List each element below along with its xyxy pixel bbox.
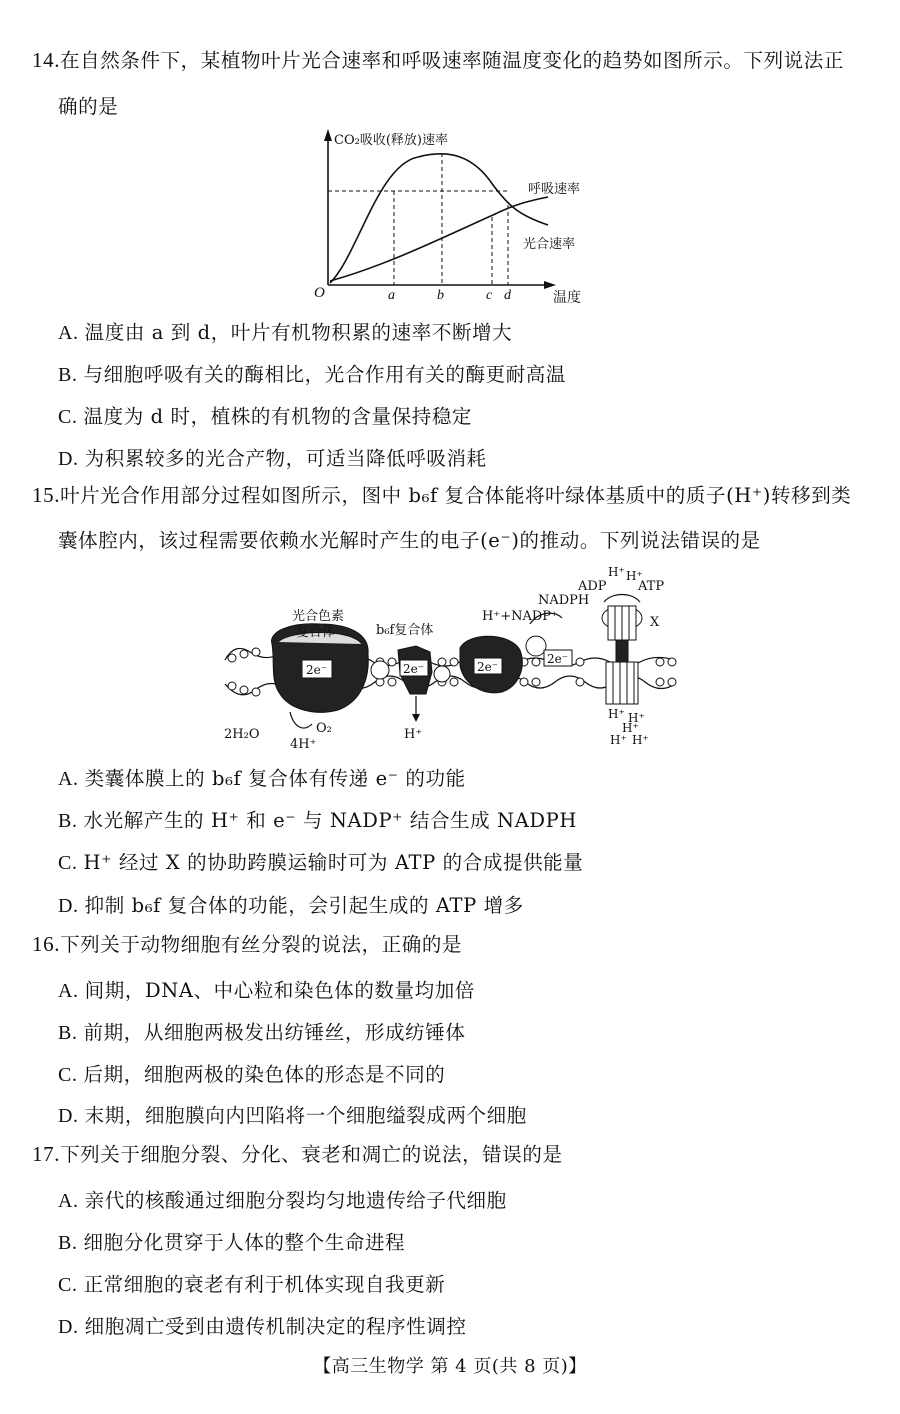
arrow-atp (604, 595, 640, 603)
q15-diagram (220, 562, 680, 752)
label-h-b3: H⁺ (622, 721, 639, 735)
q17-option-a: A. 亲代的核酸通过细胞分裂均匀地遗传给子代细胞 (58, 1189, 507, 1212)
q14-option-a: A. 温度由 a 到 d，叶片有机物积累的速率不断增大 (58, 321, 513, 344)
q15-option-b: B. 水光解产生的 H⁺ 和 e⁻ 与 NADP⁺ 结合生成 NADPH (58, 809, 577, 832)
arrow-hplus-head (412, 714, 420, 722)
atp-synthase-x (602, 606, 642, 704)
e-label-2: 2e⁻ (403, 662, 425, 676)
label-h2o: 2H₂O (224, 727, 260, 742)
q14-number: 14. (32, 48, 61, 72)
e-label-3: 2e⁻ (477, 660, 499, 674)
q16-option-a: A. 间期，DNA、中心粒和染色体的数量均加倍 (58, 979, 475, 1002)
q15-line1: 叶片光合作用部分过程如图所示，图中 b₆f 复合体能将叶绿体基质中的质子(H⁺)转移到类 (60, 484, 852, 507)
label-o2: O₂ (316, 721, 332, 736)
q15-option-d: D. 抑制 b₆f 复合体的功能，会引起生成的 ATP 增多 (58, 894, 524, 917)
q17-number: 17. (32, 1142, 61, 1166)
y-axis-arrow (324, 129, 332, 141)
q16-option-d: D. 末期，细胞膜向内凹陷将一个细胞缢裂成两个细胞 (58, 1104, 527, 1127)
arrow-water (290, 712, 312, 728)
label-4h: 4H⁺ (290, 737, 317, 752)
q16-stem (32, 932, 880, 957)
tick-c: c (486, 288, 493, 303)
label-h-b1: H⁺ (608, 707, 625, 721)
q15-stem (32, 483, 880, 508)
q15-number: 15. (32, 483, 61, 507)
label-h-top: H⁺ (608, 565, 625, 579)
origin-label: O (314, 285, 325, 301)
q17-option-c: C. 正常细胞的衰老有利于机体实现自我更新 (58, 1273, 446, 1296)
q14-option-d: D. 为积累较多的光合产物，可适当降低呼吸消耗 (58, 447, 487, 470)
q17-option-d: D. 细胞凋亡受到由遗传机制决定的程序性调控 (58, 1315, 467, 1338)
q14-option-c: C. 温度为 d 时，植株的有机物的含量保持稳定 (58, 405, 473, 428)
x-axis-label: 温度 (553, 290, 581, 305)
e-label-1: 2e⁻ (306, 663, 328, 677)
tick-d: d (504, 288, 511, 303)
label-h-lumen: H⁺ (404, 727, 423, 742)
label-photosystem-b: 复合体 (296, 625, 336, 640)
q14-stem (32, 48, 880, 73)
q17-option-b: B. 细胞分化贯穿于人体的整个生命进程 (58, 1231, 406, 1254)
q14-line1: 在自然条件下，某植物叶片光合速率和呼吸速率随温度变化的趋势如图所示。下列说法正 (60, 49, 844, 72)
q16-option-c: C. 后期，细胞两极的染色体的形态是不同的 (58, 1063, 446, 1086)
q14-line2: 确的是 (58, 95, 119, 118)
label-h-b5: H⁺ (632, 733, 649, 747)
q16-line1: 下列关于动物细胞有丝分裂的说法，正确的是 (60, 933, 463, 956)
label-nadp: H⁺+NADP⁺ (482, 609, 558, 624)
label-h-b2: H⁺ (628, 711, 645, 725)
label-x: X (650, 615, 660, 630)
q14-chart (308, 125, 608, 305)
label-b6f: b₆f复合体 (376, 623, 434, 638)
q15-option-c: C. H⁺ 经过 X 的协助跨膜运输时可为 ATP 的合成提供能量 (58, 851, 584, 874)
q15-option-a: A. 类囊体膜上的 b₆f 复合体有传递 e⁻ 的功能 (58, 767, 466, 790)
page-footer: 【高三生物学 第 4 页(共 8 页)】 (313, 1356, 587, 1377)
carrier-2 (434, 666, 450, 682)
q14-option-b: B. 与细胞呼吸有关的酶相比，光合作用有关的酶更耐高温 (58, 363, 566, 386)
label-adp: ADP (578, 579, 607, 594)
q15-line2: 囊体腔内，该过程需要依赖水光解时产生的电子(e⁻)的推动。下列说法错误的是 (58, 529, 761, 552)
q16-number: 16. (32, 932, 61, 956)
label-h-b4: H⁺ (610, 733, 627, 747)
tick-b: b (437, 288, 444, 303)
label-photosystem: 光合色素 (292, 609, 345, 624)
label-h-top2: H⁺ (626, 569, 643, 583)
carrier-1 (371, 661, 389, 679)
q17-stem (32, 1142, 880, 1167)
curve-label-photosynthesis: 光合速率 (523, 237, 576, 252)
photosynthesis-curve (330, 154, 548, 283)
carrier-3 (526, 636, 546, 656)
e-label-4: 2e⁻ (547, 652, 569, 666)
label-atp: ATP (638, 579, 665, 594)
q16-option-b: B. 前期，从细胞两极发出纺锤丝，形成纺锤体 (58, 1021, 466, 1044)
q17-line1: 下列关于细胞分裂、分化、衰老和凋亡的说法，错误的是 (60, 1143, 563, 1166)
y-axis-label: CO₂吸收(释放)速率 (334, 133, 448, 148)
tick-a: a (388, 288, 395, 303)
x-axis-arrow (544, 281, 556, 289)
label-nadph: NADPH (538, 593, 590, 608)
curve-label-respiration: 呼吸速率 (528, 182, 581, 197)
